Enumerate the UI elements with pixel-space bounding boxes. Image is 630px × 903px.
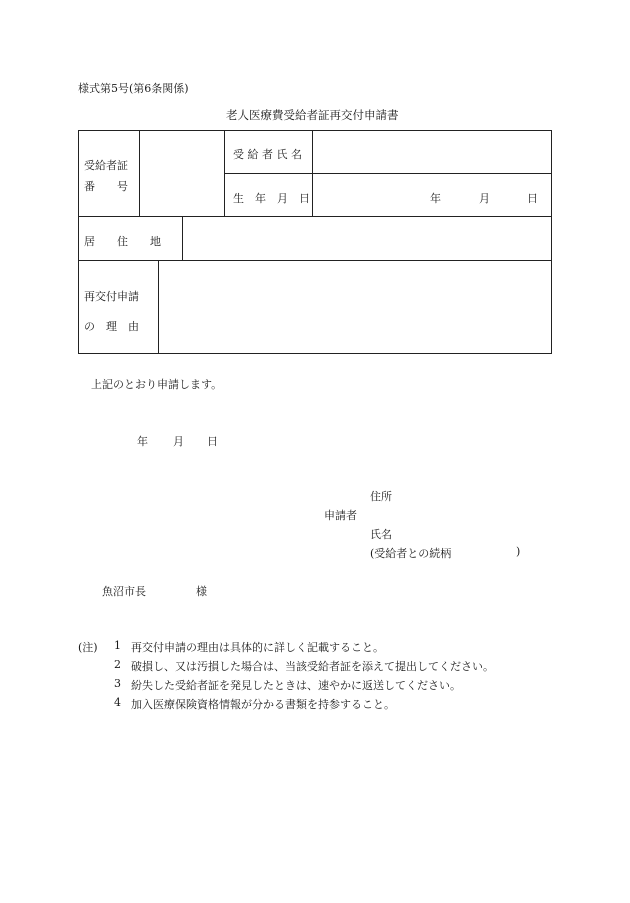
note-text: 再交付申請の理由は具体的に詳しく記載すること。: [131, 641, 384, 654]
birth-date-label: 生 年 月 日: [233, 192, 310, 205]
note-number: 4: [114, 696, 121, 709]
recipient-name-label: 受 給 者 氏 名: [233, 148, 302, 161]
relation-label: (受給者との続柄: [370, 547, 452, 560]
form-number: 様式第5号(第6条関係): [78, 82, 189, 95]
reason-label: 再交付申請: [84, 290, 139, 303]
date-year: 年: [137, 435, 148, 448]
address-field[interactable]: [183, 217, 550, 259]
dob-year: 年: [430, 192, 441, 205]
notes-label: (注): [78, 641, 98, 654]
note-number: 3: [114, 677, 121, 690]
date-day: 日: [207, 435, 218, 448]
note-text: 紛失した受給者証を発見したときは、速やかに返送してください。: [131, 679, 461, 692]
note-text: 破損し、又は汚損した場合は、当該受給者証を添えて提出してください。: [131, 660, 494, 673]
date-month: 月: [173, 435, 184, 448]
reason-label-2: の 理 由: [84, 320, 139, 333]
form-title: 老人医療費受給者証再交付申請書: [226, 108, 399, 122]
applicant-address-label: 住所: [370, 490, 392, 503]
dob-month: 月: [479, 192, 490, 205]
note-number: 2: [114, 658, 121, 671]
cert-number-field[interactable]: [140, 131, 223, 216]
note-number: 1: [114, 639, 121, 652]
relation-close: ): [516, 545, 521, 558]
note-text: 加入医療保険資格情報が分かる書類を持参すること。: [131, 698, 395, 711]
applicant-name-label: 氏名: [370, 528, 392, 541]
honorific: 様: [196, 585, 207, 598]
statement: 上記のとおり申請します。: [91, 378, 223, 391]
birth-date-field[interactable]: [313, 174, 423, 215]
cert-number-label-2: 番 号: [84, 180, 128, 193]
dob-day: 日: [527, 192, 538, 205]
applicant-label: 申請者: [324, 509, 357, 522]
cert-number-label: 受給者証: [84, 159, 128, 172]
address-label: 居 住 地: [84, 235, 161, 248]
recipient-name-field[interactable]: [313, 131, 550, 172]
recipient-mayor: 魚沼市長: [102, 585, 146, 598]
reason-field[interactable]: [159, 261, 550, 352]
